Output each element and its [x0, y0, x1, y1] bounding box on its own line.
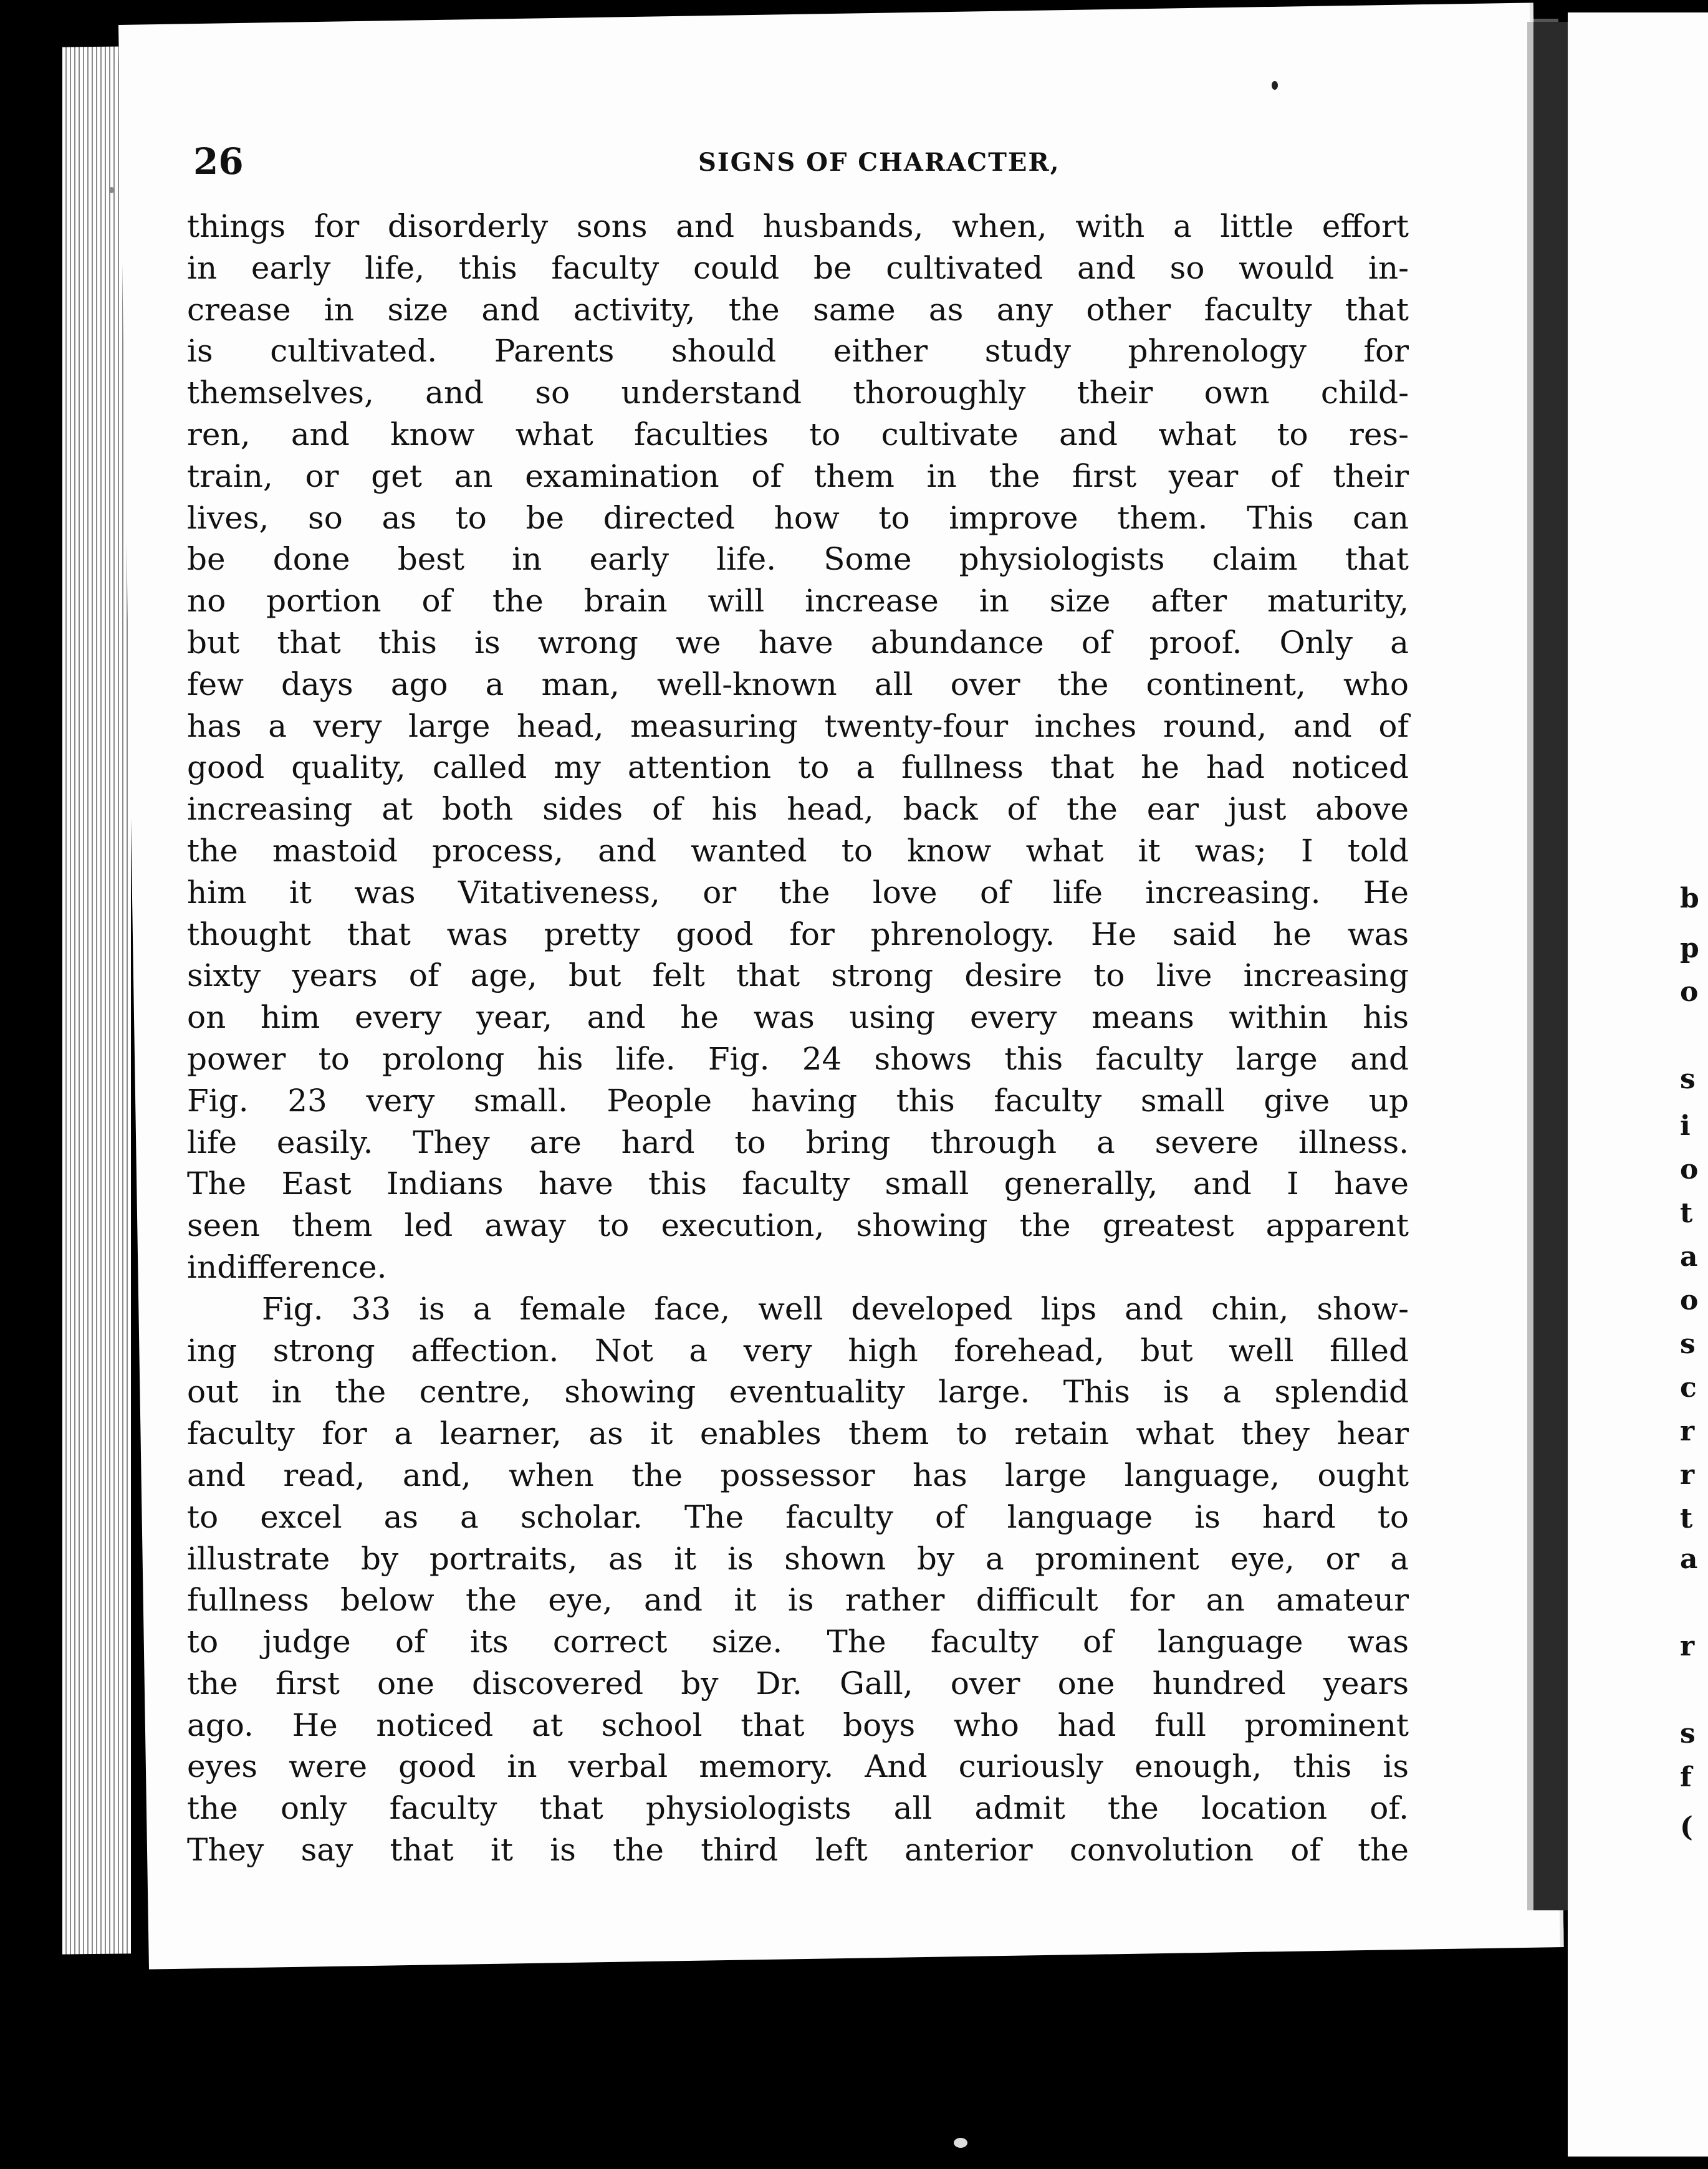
text-line: few days ago a man, well-known all over the continent, who — [187, 666, 1409, 702]
text-line: the mastoid process, and wanted to know what it was; I told — [187, 832, 1409, 869]
right-page-fragment: a — [1680, 1241, 1698, 1273]
book-spine — [1533, 22, 1568, 1910]
text-line: lives, so as to be directed how to improve them. This can — [187, 499, 1409, 536]
text-line: good quality, called my attention to a fullness that he had noticed — [187, 749, 1409, 786]
text-line: seen them led away to execution, showing the greatest apparent — [187, 1207, 1409, 1244]
right-page-fragment: r — [1680, 1459, 1695, 1491]
text-line: life easily. They are hard to bring through a severe illness. — [187, 1124, 1409, 1161]
right-page-fragment: s — [1680, 1718, 1696, 1750]
body-text — [187, 206, 1409, 1871]
text-line: to excel as a scholar. The faculty of language is hard to — [187, 1498, 1409, 1535]
text-line: is cultivated. Parents should either study phrenology for — [187, 333, 1409, 370]
scan-speck — [954, 2138, 967, 2148]
text-line: the only faculty that physiologists all admit the location of. — [187, 1790, 1409, 1827]
text-line: eyes were good in verbal memory. And curiously enough, this is — [187, 1748, 1409, 1785]
right-page-fragment: r — [1680, 1630, 1695, 1662]
page-number: 26 — [193, 140, 244, 183]
right-page-fragment: s — [1680, 1063, 1696, 1095]
right-page-fragment: s — [1680, 1328, 1696, 1360]
text-line: to judge of its correct size. The faculty of language was — [187, 1624, 1409, 1660]
right-page-fragment: c — [1680, 1372, 1697, 1404]
running-title: SIGNS OF CHARACTER, — [698, 148, 1060, 177]
right-page-fragment: o — [1680, 1154, 1699, 1185]
text-line: power to prolong his life. Fig. 24 shows this faculty large and — [187, 1040, 1409, 1077]
right-page-fragment: o — [1680, 976, 1699, 1008]
text-line: in early life, this faculty could be cultivated and so would in- — [187, 249, 1409, 286]
text-line: increasing at both sides of his head, back of the ear just above — [187, 791, 1409, 828]
running-head — [193, 140, 1440, 190]
text-line: train, or get an examination of them in the first year of their — [187, 457, 1409, 494]
right-page — [1568, 12, 1708, 2157]
text-line: but that this is wrong we have abundance of proof. Only a — [187, 624, 1409, 661]
text-line: the first one discovered by Dr. Gall, over one hundred years — [187, 1665, 1409, 1702]
right-page-fragment: r — [1680, 1415, 1695, 1447]
text-line: ren, and know what faculties to cultivate and what to res- — [187, 416, 1409, 452]
text-line: on him every year, and he was using every means within his — [187, 999, 1409, 1036]
right-page-fragment: p — [1680, 932, 1699, 964]
text-line: has a very large head, measuring twenty-four inches round, and of — [187, 707, 1409, 744]
right-page-fragment: ( — [1680, 1811, 1693, 1843]
text-line: sixty years of age, but felt that strong desire to live increasing — [187, 957, 1409, 994]
right-page-fragment: t — [1680, 1503, 1693, 1535]
text-line: him it was Vitativeness, or the love of life increasing. He — [187, 874, 1409, 911]
scan-speck — [1272, 81, 1278, 90]
text-line: fullness below the eye, and it is rather difficult for an amateur — [187, 1582, 1409, 1619]
text-line: be done best in early life. Some physiologists claim that — [187, 541, 1409, 578]
text-line: thought that was pretty good for phrenology. He said he was — [187, 916, 1409, 952]
text-line: faculty for a learner, as it enables them to retain what they hear — [187, 1415, 1409, 1452]
text-line: themselves, and so understand thoroughly their own child- — [187, 375, 1409, 411]
text-line: Fig. 33 is a female face, well developed lips and chin, show- — [262, 1290, 1409, 1327]
right-page-fragment: a — [1680, 1543, 1698, 1575]
text-line: illustrate by portraits, as it is shown by a prominent eye, or a — [187, 1540, 1409, 1577]
right-page-fragment: f — [1680, 1761, 1692, 1793]
text-line: Fig. 23 very small. People having this faculty small give up — [187, 1082, 1409, 1119]
text-line: and read, and, when the possessor has large language, ought — [187, 1457, 1409, 1493]
right-page-fragment: o — [1680, 1285, 1699, 1316]
text-line: indifference. — [187, 1248, 387, 1285]
page-edges — [62, 46, 131, 1954]
scan-speck — [109, 187, 114, 193]
text-line: The East Indians have this faculty small generally, and I have — [187, 1166, 1409, 1202]
text-line: ago. He noticed at school that boys who had full prominent — [187, 1707, 1409, 1743]
text-line: out in the centre, showing eventuality large. This is a splendid — [187, 1374, 1409, 1410]
right-page-fragment: t — [1680, 1197, 1693, 1229]
text-line: ing strong affection. Not a very high forehead, but well filled — [187, 1332, 1409, 1369]
text-line: no portion of the brain will increase in size after maturity, — [187, 583, 1409, 620]
right-page-fragment: i — [1680, 1110, 1691, 1142]
right-page-fragment: b — [1680, 883, 1699, 914]
text-line: They say that it is the third left anterior convolution of the — [187, 1832, 1409, 1869]
text-line: things for disorderly sons and husbands, when, with a little effort — [187, 208, 1409, 244]
text-line: crease in size and activity, the same as any other faculty that — [187, 291, 1409, 328]
